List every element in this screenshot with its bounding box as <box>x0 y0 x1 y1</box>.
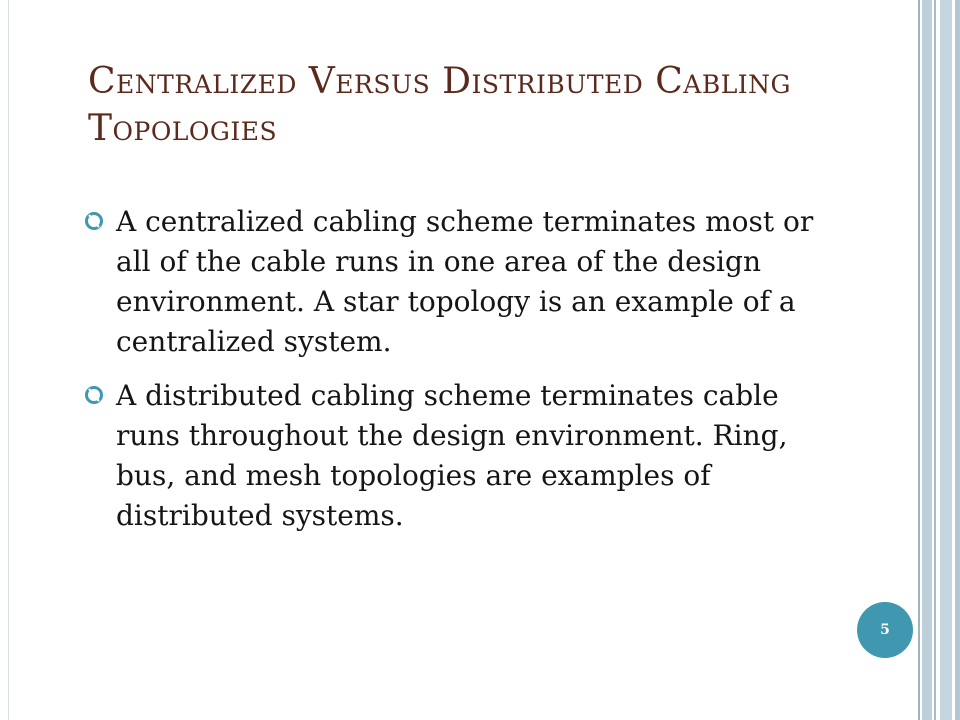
page-number-badge: 5 <box>857 602 913 658</box>
bullet-item <box>82 202 862 362</box>
bullet-text: A distributed cabling scheme terminates cable runs throughout the design environment. Ring, bus, and mesh topologies are examples of distributed systems. <box>116 379 788 532</box>
frame-stripe <box>934 0 936 720</box>
slide-title: Centralized Versus Distributed Cabling Topologies <box>88 61 792 149</box>
bullet-list <box>82 202 862 550</box>
bullet-circle-icon <box>82 383 106 407</box>
bullet-item <box>82 376 862 536</box>
bullet-text: A centralized cabling scheme terminates most or all of the cable runs in one area of the design environment. A star topology is an example of a centralized system. <box>116 205 814 358</box>
right-decorative-frame <box>918 0 960 720</box>
frame-stripe <box>918 0 920 720</box>
frame-stripe <box>955 0 960 720</box>
left-border <box>0 0 9 720</box>
frame-stripe <box>922 0 932 720</box>
frame-stripe <box>940 0 952 720</box>
bullet-circle-icon <box>82 209 106 233</box>
